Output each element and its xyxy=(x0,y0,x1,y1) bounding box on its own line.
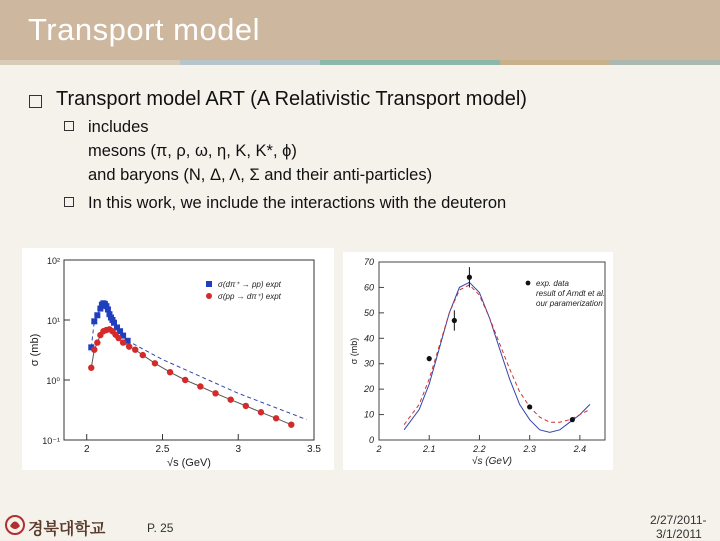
data-point-red-circle xyxy=(115,335,121,341)
data-point-red-circle xyxy=(288,421,294,427)
stripe-4 xyxy=(500,60,610,65)
legend-label-data: exp. data xyxy=(536,279,569,288)
stripe-1 xyxy=(0,60,180,65)
data-point-red-circle xyxy=(243,403,249,409)
stripe-5 xyxy=(610,60,720,65)
y-tick-label: 60 xyxy=(363,282,374,293)
slide-title: Transport model xyxy=(28,12,261,47)
data-point-red-circle xyxy=(197,383,203,389)
y-tick-label: 10⁰ xyxy=(46,376,60,386)
data-point-red-circle xyxy=(132,346,138,352)
x-tick-label: 2.4 xyxy=(573,444,587,454)
data-point xyxy=(427,356,432,361)
sub-bullet-1-line2: mesons (π, ρ, ω, η, K, K*, ϕ) xyxy=(88,142,297,160)
y-tick-label: 40 xyxy=(363,333,374,344)
x-tick-label: 2.2 xyxy=(473,444,486,454)
deuteron-cross-section-chart xyxy=(343,252,613,470)
data-point xyxy=(527,404,532,409)
data-point-red-circle xyxy=(258,409,264,415)
right-chart-panel xyxy=(343,252,613,470)
legend-marker-blue xyxy=(206,281,212,287)
data-point-red-circle xyxy=(212,390,218,396)
stripe-3 xyxy=(320,60,500,65)
y-tick-label: 30 xyxy=(363,358,374,369)
data-point-red-circle xyxy=(94,339,100,345)
bullet-box-icon xyxy=(29,95,42,108)
legend-label-red: σ(pp → dπ⁺) expt xyxy=(218,292,281,301)
date-line-1: 2/27/2011- xyxy=(650,513,707,527)
data-point-red-circle xyxy=(91,346,97,352)
data-point-red-circle xyxy=(167,369,173,375)
data-point-red-circle xyxy=(227,396,233,402)
main-bullet-text: Transport model ART (A Relativistic Transport model) xyxy=(56,88,527,110)
data-point-red-circle xyxy=(273,415,279,421)
sub-bullet-box-icon xyxy=(64,121,74,131)
legend-label-param: our paramerization xyxy=(536,299,603,308)
y-tick-label: 20 xyxy=(363,384,374,395)
y-tick-label: 10² xyxy=(46,256,60,266)
legend-label-blue: σ(dπ⁺ → pp) expt xyxy=(218,280,281,289)
y-tick-label: 10 xyxy=(363,409,374,420)
data-point xyxy=(452,318,457,323)
x-tick-label: 2 xyxy=(83,444,90,455)
title-bar xyxy=(0,0,720,60)
data-point-red-circle xyxy=(182,377,188,383)
x-tick-label: 2.5 xyxy=(155,444,170,455)
y-tick-label: 10⁻¹ xyxy=(42,436,60,446)
data-point xyxy=(570,417,575,422)
x-tick-label: 3 xyxy=(235,444,242,455)
sub-bullet-box-icon xyxy=(64,197,74,207)
university-logo xyxy=(4,514,26,536)
data-point-red-circle xyxy=(120,339,126,345)
data-point-red-circle xyxy=(126,343,132,349)
y-tick-label: 50 xyxy=(363,307,374,318)
x-tick-label: 2.3 xyxy=(523,444,536,454)
stripe-2 xyxy=(180,60,320,65)
x-tick-label: 3.5 xyxy=(307,444,321,455)
data-point-red-circle xyxy=(152,360,158,366)
sub-bullet-2: In this work, we include the interactions with the deuteron xyxy=(88,194,507,212)
y-axis-label: σ (mb) xyxy=(349,337,359,365)
data-point xyxy=(467,275,472,280)
data-point-red-circle xyxy=(140,352,146,358)
left-chart-panel xyxy=(22,248,334,470)
university-name: 경북대학교 xyxy=(28,521,106,538)
y-tick-label: 70 xyxy=(363,257,374,267)
sub-bullet-1: includes xyxy=(88,118,149,136)
x-tick-label: 2.1 xyxy=(422,444,436,454)
page-number: P. 25 xyxy=(147,521,174,535)
sub-bullet-1-line3: and baryons (N, Δ, Λ, Σ and their anti-particles) xyxy=(88,166,433,184)
legend-label-arndt: result of Arndt et al. xyxy=(536,289,606,298)
fit-curve-dashed xyxy=(91,303,306,419)
cross-section-log-chart xyxy=(22,248,334,470)
x-axis-label: √s (GeV) xyxy=(472,456,512,467)
data-point-blue-square xyxy=(94,312,100,318)
x-axis-label: √s (GeV) xyxy=(167,457,211,469)
legend-marker-data xyxy=(526,281,531,286)
x-tick-label: 2 xyxy=(376,444,382,454)
y-tick-label: 10¹ xyxy=(46,316,60,326)
y-tick-label: 0 xyxy=(368,435,374,445)
data-point-blue-square xyxy=(91,318,97,324)
date-line-2: 3/1/2011 xyxy=(656,527,702,541)
y-axis-label: σ (mb) xyxy=(29,333,41,367)
legend-marker-red xyxy=(206,293,212,299)
data-point-red-circle xyxy=(88,365,94,371)
